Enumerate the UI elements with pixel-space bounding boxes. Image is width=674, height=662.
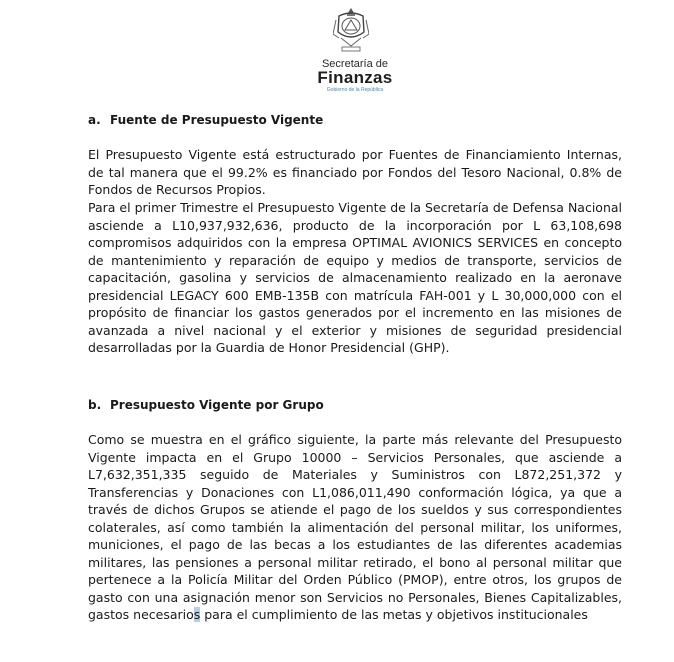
section-a-paragraph-1: El Presupuesto Vigente está estructurado por Fuentes de Financiamiento Internas, de tal manera que el 99.2% es financiado por Fondos del Tesoro Nacional, 0.8% de Fondos de Recursos Propios. bbox=[88, 147, 622, 197]
section-a-letter: a. bbox=[88, 113, 101, 127]
section-b-title: Presupuesto Vigente por Grupo bbox=[110, 398, 324, 412]
section-b-heading bbox=[88, 396, 648, 414]
section-a-title: Fuente de Presupuesto Vigente bbox=[110, 113, 324, 127]
brand-tagline: Gobierno de la República bbox=[326, 87, 384, 93]
brand-subtitle: Secretaría de bbox=[321, 58, 389, 70]
section-a-heading bbox=[88, 111, 648, 129]
page-header bbox=[0, 0, 674, 100]
section-b-paragraph-end: para el cumplimiento de las metas y objetivos institucionales bbox=[200, 607, 588, 622]
section-b-paragraph bbox=[88, 431, 622, 624]
coat-of-arms-emblem bbox=[333, 6, 369, 54]
brand-title: Finanzas bbox=[317, 68, 393, 87]
text-selection-highlight: s bbox=[193, 607, 201, 622]
section-b-paragraph-text: Como se muestra en el gráfico siguiente, la parte más relevante del Presupuesto Vigente impacta en el Grupo 10000 – Servicios Personales, que asciende a L7,632,351,335 seguido de Materiales y Suministros con L872,251,372 y Transferencias y Donaciones con L1,086,011,490 conformación lógica, ya que a través de dichos Grupos se atiende el pago de los sueldos y sus correspondientes colaterales, así como también la alimentación del personal militar, los uniformes, municiones, el pago de las becas a los estudiantes de las diferentes academias militares, las pensiones a personal militar retirado, el bono al personal militar que pertenece a la Policía Militar del Orden Público (PMOP), entre otros, los grupos de gasto con una asignación menor son Servicios no Personales, Bienes Capitalizables, gastos necesario bbox=[88, 432, 622, 622]
section-a-paragraph-2: Para el primer Trimestre el Presupuesto Vigente de la Secretaría de Defensa Nacional asciende a L10,937,932,636, producto de la incorporación por L 63,108,698 compromisos adquiridos con la empresa OPTIMAL AVIONICS SERVICES en concepto de mantenimiento y reparación de equipo y medios de transporte, servicios de capacitación, gasolina y servicios de almacenamiento realizado en la aeronave presidencial LEGACY 600 EMB-135B con matrícula FAH-001 y L 30,000,000 con el propósito de financiar los gastos generados por el incremento en las misiones de avanzada a nivel nacional y el exterior y misiones de seguridad presidencial desarrolladas por la Guardia de Honor Presidencial (GHP). bbox=[88, 200, 622, 355]
section-b-letter: b. bbox=[88, 398, 102, 412]
